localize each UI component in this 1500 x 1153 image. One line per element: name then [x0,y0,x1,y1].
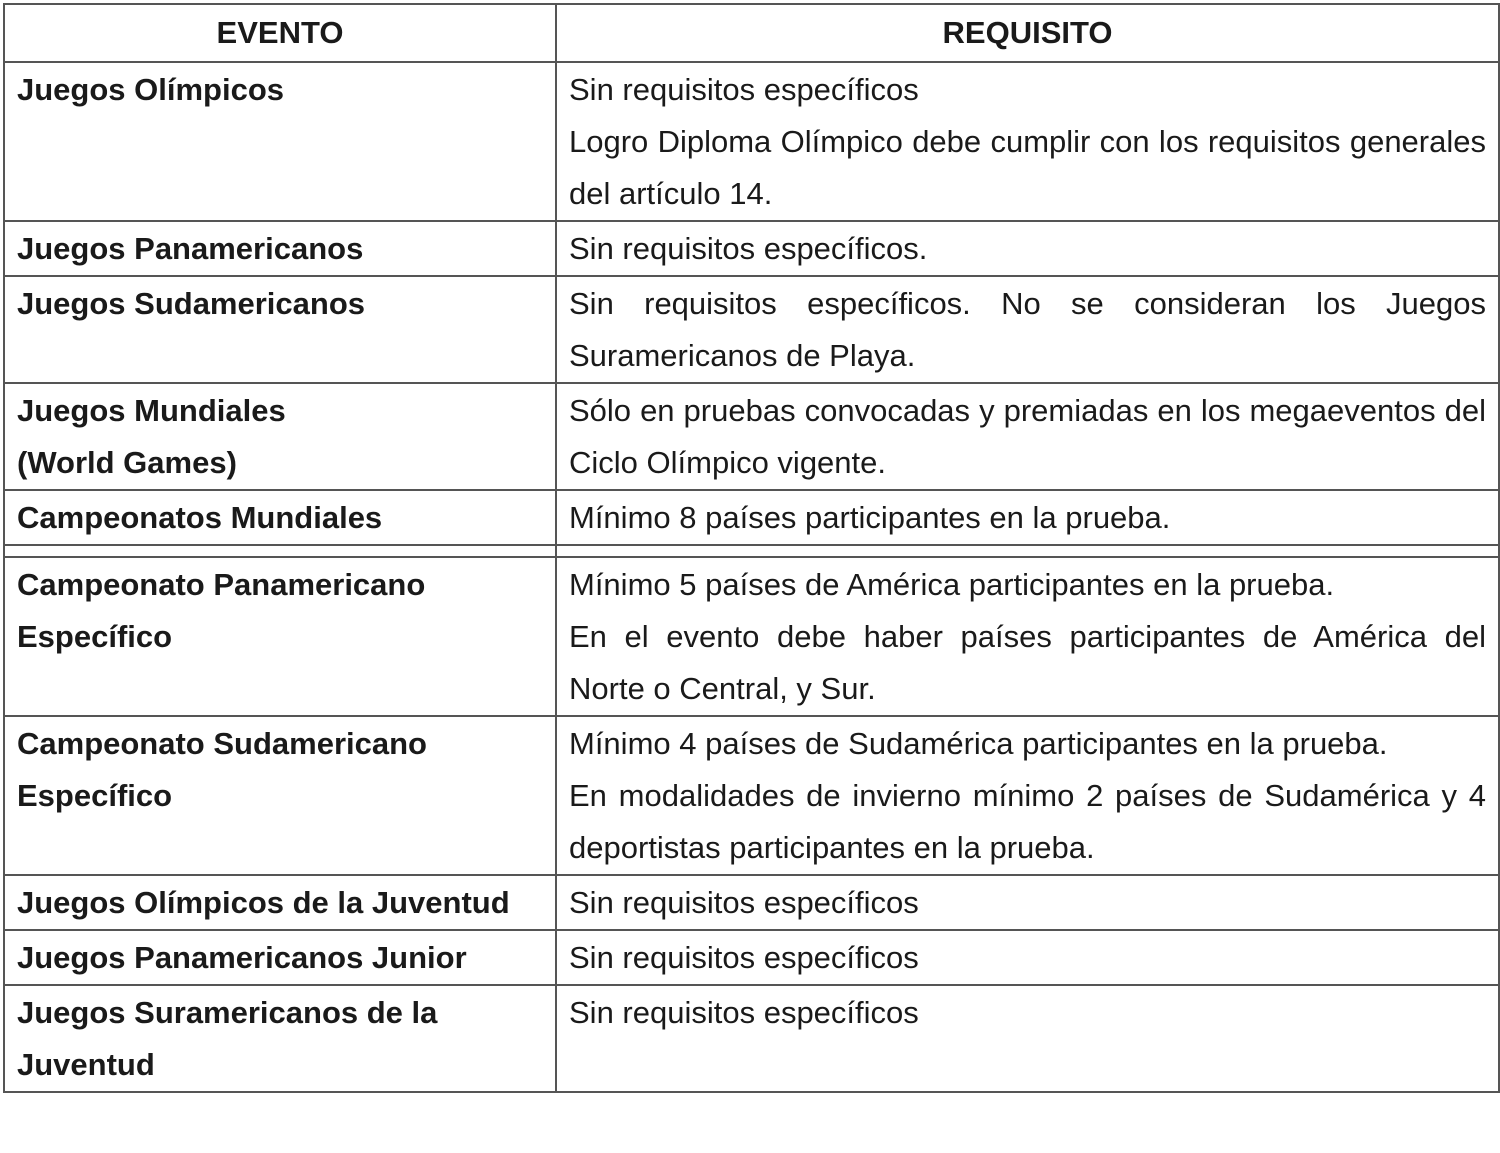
evento-text: Específico [17,619,173,654]
evento-cell [4,875,556,930]
requisito-cell [556,490,1499,545]
requisito-text: Sin requisitos específicos [569,995,919,1030]
header-row [4,4,1499,62]
requisito-cell [556,985,1499,1092]
requisito-text: Mínimo 8 países participantes en la prueba. [569,500,1171,535]
requisito-text: Sin requisitos específicos [569,940,919,975]
requisito-text: Sólo en pruebas convocadas y premiadas en los megaeventos del Ciclo Olímpico vigente. [569,393,1486,480]
evento-text: Juegos Panamericanos Junior [17,940,467,975]
evento-text: Juegos Olímpicos [17,72,285,107]
evento-cell [4,490,556,545]
evento-cell [4,557,556,716]
requisito-text: Logro Diploma Olímpico debe cumplir con los requisitos generales del artículo 14. [569,124,1486,211]
requisito-text: Sin requisitos específicos. No se consideran los Juegos Suramericanos de Playa. [569,286,1486,373]
requisito-cell [556,930,1499,985]
requisito-text: Mínimo 5 países de América participantes en la prueba. [569,567,1335,602]
header-evento: EVENTO [4,4,556,62]
evento-cell [4,221,556,276]
evento-cell [4,985,556,1092]
requisito-text: Sin requisitos específicos [569,72,919,107]
requisito-text: En el evento debe haber países participantes de América del Norte o Central, y Sur. [569,619,1486,706]
evento-cell [4,930,556,985]
evento-text: Juegos Panamericanos [17,231,364,266]
table-row [4,875,1499,930]
requisito-cell [556,221,1499,276]
evento-text: Específico [17,778,173,813]
table-row [4,557,1499,716]
requisito-text: Sin requisitos específicos. [569,231,928,266]
evento-text: Juegos Sudamericanos [17,286,366,321]
header-requisito: REQUISITO [556,4,1499,62]
requisito-cell [556,276,1499,383]
requisito-cell [556,716,1499,875]
table-row [4,383,1499,490]
evento-text: Juegos Mundiales [17,393,286,428]
table-row [4,490,1499,545]
evento-cell [4,276,556,383]
spacer-row [4,545,1499,557]
evento-text: Juegos Olímpicos de la Juventud [17,885,510,920]
requirements-table [3,3,1500,1093]
table-row [4,716,1499,875]
table-row [4,276,1499,383]
evento-text: Juegos Suramericanos de la Juventud [17,995,438,1082]
evento-text: Campeonato Sudamericano [17,726,427,761]
requisito-cell [556,383,1499,490]
table-row [4,221,1499,276]
table-row [4,985,1499,1092]
evento-cell [4,383,556,490]
requisito-text: Sin requisitos específicos [569,885,919,920]
evento-text: (World Games) [17,445,237,480]
evento-cell [4,716,556,875]
table-row [4,930,1499,985]
spacer-cell [556,545,1499,557]
spacer-cell [4,545,556,557]
requisito-cell [556,557,1499,716]
evento-cell [4,62,556,221]
requisito-cell [556,62,1499,221]
table-row [4,62,1499,221]
requisito-text: Mínimo 4 países de Sudamérica participantes en la prueba. [569,726,1388,761]
evento-text: Campeonatos Mundiales [17,500,383,535]
requisito-text: En modalidades de invierno mínimo 2 países de Sudamérica y 4 deportistas participantes en la prueba. [569,778,1486,865]
requisito-cell [556,875,1499,930]
evento-text: Campeonato Panamericano [17,567,426,602]
